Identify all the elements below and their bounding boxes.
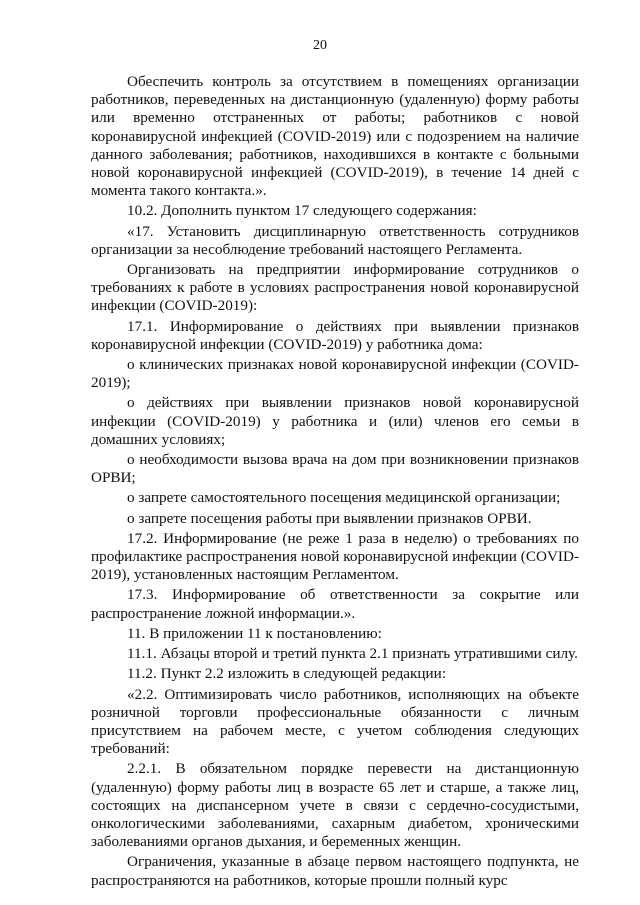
paragraph: 11. В приложении 11 к постановлению:	[127, 624, 382, 642]
paragraph: 11.2. Пункт 2.2 изложить в следующей редакции:	[127, 665, 447, 683]
paragraph: Обеспечить контроль за отсутствием в помещениях организации работников, переведенных на дистанционную (удаленную) форму работы или временно отстраненных от работы; работников с новой коронавирусной инфекцией (COVID-2019) или с подозрением на наличие данного заболевания; работников, находившихся в контакте с больными новой коронавирусной инфекцией (COVID-2019), в течение 14 дней с момента такого контакта.».	[91, 73, 579, 200]
paragraph: о действиях при выявлении признаков новой коронавирусной инфекции (COVID-2019) у работника и (или) членов его семьи в домашних условиях;	[91, 394, 579, 448]
paragraph: о запрете посещения работы при выявлении признаков ОРВИ.	[127, 509, 532, 527]
paragraph: 2.2.1. В обязательном порядке перевести на дистанционную (удаленную) форму работы лиц в возрасте 65 лет и старше, а также лиц, состоящих на диспансерном учете в связи с сердечно-сосудистыми, онкологическими заболеваниями, сахарным диабетом, хроническими заболеваниями органов дыхания, и беременных женщин.	[91, 760, 579, 851]
paragraph: о клинических признаках новой коронавирусной инфекции (COVID-2019);	[91, 356, 579, 392]
paragraph: 17.1. Информирование о действиях при выявлении признаков коронавирусной инфекции (COVID-2019) у работника дома:	[91, 317, 579, 353]
paragraph: «2.2. Оптимизировать число работников, исполняющих на объекте розничной торговли профессиональные обязанности с личным присутствием на рабочем месте, с учетом соблюдения следующих требований:	[91, 685, 579, 758]
paragraph: Организовать на предприятии информирование сотрудников о требованиях к работе в условиях распространения новой коронавирусной инфекции (COVID-2019):	[91, 261, 579, 315]
paragraph: 17.3. Информирование об ответственности за сокрытие или распространение ложной информации.».	[91, 586, 579, 622]
paragraph: 10.2. Дополнить пунктом 17 следующего содержания:	[127, 202, 477, 220]
page-number: 20	[313, 38, 327, 53]
paragraph: о запрете самостоятельного посещения медицинской организации;	[127, 489, 561, 507]
paragraph: о необходимости вызова врача на дом при возникновении признаков ОРВИ;	[91, 451, 579, 487]
paragraph: Ограничения, указанные в абзаце первом настоящего подпункта, не распространяются на работников, которые прошли полный курс	[91, 853, 579, 889]
paragraph: 11.1. Абзацы второй и третий пункта 2.1 признать утратившими силу.	[127, 645, 578, 663]
document-body	[91, 73, 579, 890]
paragraph: 17.2. Информирование (не реже 1 раза в неделю) о требованиях по профилактике распространения новой коронавирусной инфекции (COVID-2019), установленных настоящим Регламентом.	[91, 529, 579, 584]
paragraph: «17. Установить дисциплинарную ответственность сотрудников организации за несоблюдение требований настоящего Регламента.	[91, 222, 579, 258]
